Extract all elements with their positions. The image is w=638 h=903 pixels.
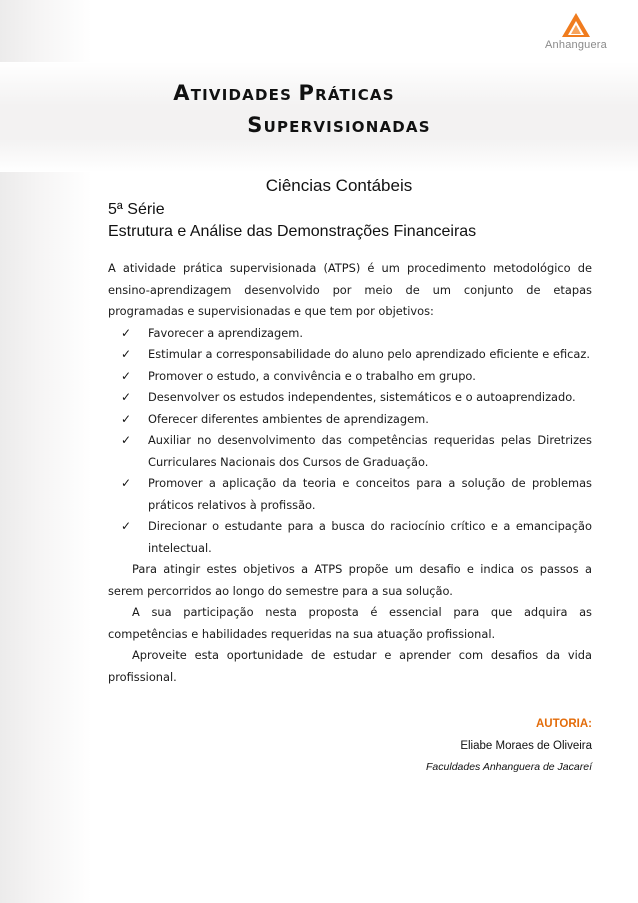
title-word: UPERVISIONADAS <box>263 118 431 136</box>
body-paragraph: A sua participação nesta proposta é essencial para que adquira as competências e habilidades requeridas na sua atuação profissional. <box>108 605 592 641</box>
title-line-1 <box>0 78 638 110</box>
check-icon: ✓ <box>121 325 132 340</box>
author-institution: Faculdades Anhanguera de Jacareí <box>426 761 592 773</box>
list-item-text: Auxiliar no desenvolvimento das competências requeridas pelas Diretrizes Curriculares Nacionais dos Cursos de Graduação. <box>148 433 592 469</box>
check-icon: ✓ <box>121 476 132 490</box>
authorship-label: AUTORIA: <box>535 718 592 730</box>
document-body <box>108 258 592 688</box>
list-item <box>108 344 592 366</box>
check-icon: ✓ <box>121 433 132 447</box>
author-name: Eliabe Moraes de Oliveira <box>460 740 592 752</box>
check-icon: ✓ <box>121 368 132 383</box>
authorship-block <box>426 714 592 777</box>
list-item-text: Desenvolver os estudos independentes, sistemáticos e o autoaprendizado. <box>148 390 576 404</box>
list-item <box>108 516 592 559</box>
body-paragraph: Aproveite esta oportunidade de estudar e aprender com desafios da vida profissional. <box>108 648 592 684</box>
check-icon: ✓ <box>121 347 132 361</box>
serie-label: 5ª Série <box>108 201 165 218</box>
list-item <box>108 473 592 516</box>
title-cap: P <box>298 81 316 105</box>
check-icon: ✓ <box>121 519 132 533</box>
anhanguera-logo-icon <box>561 12 591 38</box>
check-icon: ✓ <box>121 390 132 404</box>
list-item-text: Promover o estudo, a convivência e o trabalho em grupo. <box>148 368 476 383</box>
list-item <box>108 430 592 473</box>
list-item <box>108 387 592 409</box>
course-name-text: Ciências Contábeis <box>265 176 413 195</box>
subject-title: Estrutura e Análise das Demonstrações Financeiras <box>108 223 477 240</box>
list-item-text: Estimular a corresponsabilidade do aluno pelo aprendizado eficiente e eficaz. <box>148 347 590 361</box>
title-word: TIVIDADES <box>190 86 299 104</box>
list-item-text: Direcionar o estudante para a busca do raciocínio crítico e a emancipação intelectual. <box>148 519 592 555</box>
page-title <box>0 78 638 142</box>
intro-paragraph: A atividade prática supervisionada (ATPS) é um procedimento metodológico de ensino-aprendizagem desenvolvido por meio de um conjunto de etapas programadas e supervisionadas e que tem por objetivos: <box>108 261 592 318</box>
objectives-list <box>108 323 592 560</box>
list-item <box>108 323 592 345</box>
title-cap: A <box>173 81 191 105</box>
check-icon: ✓ <box>121 411 132 426</box>
list-item <box>108 409 592 431</box>
title-word: RÁTICAS <box>315 86 395 104</box>
title-line-2 <box>0 110 638 142</box>
anhanguera-logo <box>536 12 616 62</box>
list-item <box>108 366 592 388</box>
logo-text: Anhanguera <box>545 39 607 51</box>
body-paragraph: Para atingir estes objetivos a ATPS propõe um desafio e indica os passos a serem percorridos ao longo do semestre para a sua solução. <box>108 562 592 598</box>
title-cap: S <box>247 113 264 137</box>
list-item-text: Promover a aplicação da teoria e conceitos para a solução de problemas práticos relativos à profissão. <box>148 476 592 512</box>
list-item-text: Oferecer diferentes ambientes de aprendizagem. <box>148 411 429 426</box>
course-name <box>0 176 638 196</box>
list-item-text: Favorecer a aprendizagem. <box>148 325 303 340</box>
